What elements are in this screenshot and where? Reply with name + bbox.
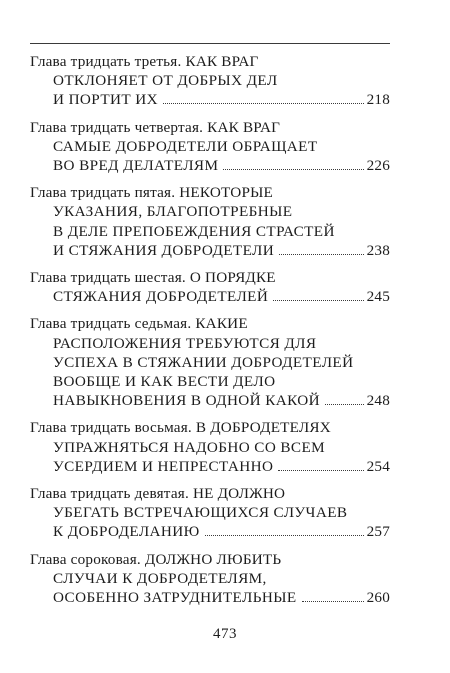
chapter-title-start: КАК ВРАГ <box>185 53 259 70</box>
toc-line <box>30 314 390 333</box>
toc-line <box>30 438 390 457</box>
chapter-title-start: В ДОБРОДЕТЕЛЯХ <box>195 419 331 437</box>
chapter-title-line: САМЫЕ ДОБРОДЕТЕЛИ ОБРАЩАЕТ <box>53 137 318 155</box>
toc-entry <box>30 118 390 176</box>
toc-entry <box>30 183 390 260</box>
toc-line <box>30 550 390 569</box>
chapter-label: Глава тридцать четвертая. <box>30 118 204 136</box>
chapter-title-start: О ПОРЯДКЕ <box>189 269 276 287</box>
toc-line <box>30 241 390 260</box>
page-folio-number: 473 <box>213 626 237 642</box>
page-number: 254 <box>366 457 390 475</box>
toc-line <box>30 569 390 588</box>
toc-line <box>30 457 390 476</box>
dot-leader <box>223 169 363 170</box>
dot-leader <box>205 535 364 536</box>
chapter-title-start: КАКИЕ <box>195 315 248 333</box>
chapter-title-line: УСПЕХА В СТЯЖАНИИ ДОБРОДЕТЕЛЕЙ <box>53 353 354 371</box>
toc-chapter-heading <box>30 314 248 333</box>
page-number: 257 <box>366 523 390 541</box>
toc-line <box>30 287 390 306</box>
toc-line <box>30 334 390 353</box>
chapter-title-line: СТЯЖАНИЯ ДОБРОДЕТЕЛЕЙ <box>53 288 269 306</box>
dot-leader <box>279 254 363 255</box>
toc-line <box>30 118 390 137</box>
chapter-title-start: ДОЛЖНО ЛЮБИТЬ <box>144 550 282 568</box>
toc-line <box>30 588 390 607</box>
toc-chapter-heading <box>30 52 259 71</box>
table-of-contents <box>30 52 390 615</box>
dot-leader <box>302 601 364 602</box>
toc-chapter-heading <box>30 550 281 569</box>
toc-line <box>30 353 390 372</box>
page-number: 248 <box>366 392 390 410</box>
toc-chapter-heading <box>30 484 285 503</box>
chapter-title-line: УБЕГАТЬ ВСТРЕЧАЮЩИХСЯ СЛУЧАЕВ <box>53 504 348 522</box>
toc-line <box>30 418 390 437</box>
toc-entry <box>30 550 390 608</box>
toc-line <box>30 137 390 156</box>
chapter-label: Глава тридцать третья. <box>30 53 182 70</box>
chapter-title-line: И ПОРТИТ ИХ <box>53 91 158 109</box>
chapter-title-line: ВООБЩЕ И КАК ВЕСТИ ДЕЛО <box>53 373 276 391</box>
chapter-title-line: ОТКЛОНЯЕТ ОТ ДОБРЫХ ДЕЛ <box>53 72 278 90</box>
chapter-title-line: И СТЯЖАНИЯ ДОБРОДЕТЕЛИ <box>53 241 275 259</box>
toc-line <box>30 503 390 522</box>
page-number: 245 <box>366 288 390 306</box>
toc-line <box>30 71 390 90</box>
toc-line <box>30 391 390 410</box>
toc-chapter-heading <box>30 268 276 287</box>
toc-entry <box>30 484 390 542</box>
top-rule <box>30 43 390 44</box>
toc-line <box>30 90 390 109</box>
toc-line <box>30 522 390 541</box>
dot-leader <box>325 404 364 405</box>
chapter-label: Глава тридцать пятая. <box>30 184 176 202</box>
page-number: 238 <box>366 241 390 259</box>
chapter-label: Глава тридцать девятая. <box>30 485 189 503</box>
toc-line <box>30 52 390 71</box>
chapter-label: Глава сороковая. <box>30 550 141 568</box>
dot-leader <box>278 470 363 471</box>
toc-chapter-heading <box>30 183 273 202</box>
chapter-label: Глава тридцать шестая. <box>30 269 186 287</box>
toc-line <box>30 202 390 221</box>
page-number: 226 <box>366 157 390 175</box>
chapter-title-line: В ДЕЛЕ ПРЕПОБЕЖДЕНИЯ СТРАСТЕЙ <box>53 222 335 240</box>
toc-entry <box>30 314 390 410</box>
toc-entry <box>30 268 390 306</box>
toc-entry <box>30 52 390 110</box>
toc-entry <box>30 418 390 476</box>
toc-line <box>30 484 390 503</box>
chapter-label: Глава тридцать восьмая. <box>30 419 192 437</box>
dot-leader <box>273 300 363 301</box>
toc-line <box>30 156 390 175</box>
chapter-title-start: КАК ВРАГ <box>207 118 281 136</box>
chapter-title-line: ОСОБЕННО ЗАТРУДНИТЕЛЬНЫЕ <box>53 589 297 607</box>
chapter-title-line: УПРАЖНЯТЬСЯ НАДОБНО СО ВСЕМ <box>53 438 326 456</box>
chapter-title-line: РАСПОЛОЖЕНИЯ ТРЕБУЮТСЯ ДЛЯ <box>53 334 317 352</box>
toc-line <box>30 268 390 287</box>
chapter-title-line: К ДОБРОДЕЛАНИЮ <box>53 523 200 541</box>
chapter-title-line: УКАЗАНИЯ, БЛАГОПОТРЕБНЫЕ <box>53 203 293 221</box>
chapter-title-start: НЕ ДОЛЖНО <box>192 485 286 503</box>
toc-line <box>30 372 390 391</box>
toc-chapter-heading <box>30 418 331 437</box>
chapter-title-line: СЛУЧАИ К ДОБРОДЕТЕЛЯМ, <box>53 569 267 587</box>
chapter-title-line: ВО ВРЕД ДЕЛАТЕЛЯМ <box>53 157 219 175</box>
toc-line <box>30 222 390 241</box>
chapter-title-line: УСЕРДИЕМ И НЕПРЕСТАННО <box>53 457 274 475</box>
page-number: 218 <box>366 91 390 109</box>
chapter-title-line: НАВЫКНОВЕНИЯ В ОДНОЙ КАКОЙ <box>53 392 321 410</box>
toc-line <box>30 183 390 202</box>
page-number: 260 <box>366 589 390 607</box>
chapter-label: Глава тридцать седьмая. <box>30 315 192 333</box>
toc-chapter-heading <box>30 118 280 137</box>
chapter-title-start: НЕКОТОРЫЕ <box>179 184 274 202</box>
dot-leader <box>163 103 364 104</box>
